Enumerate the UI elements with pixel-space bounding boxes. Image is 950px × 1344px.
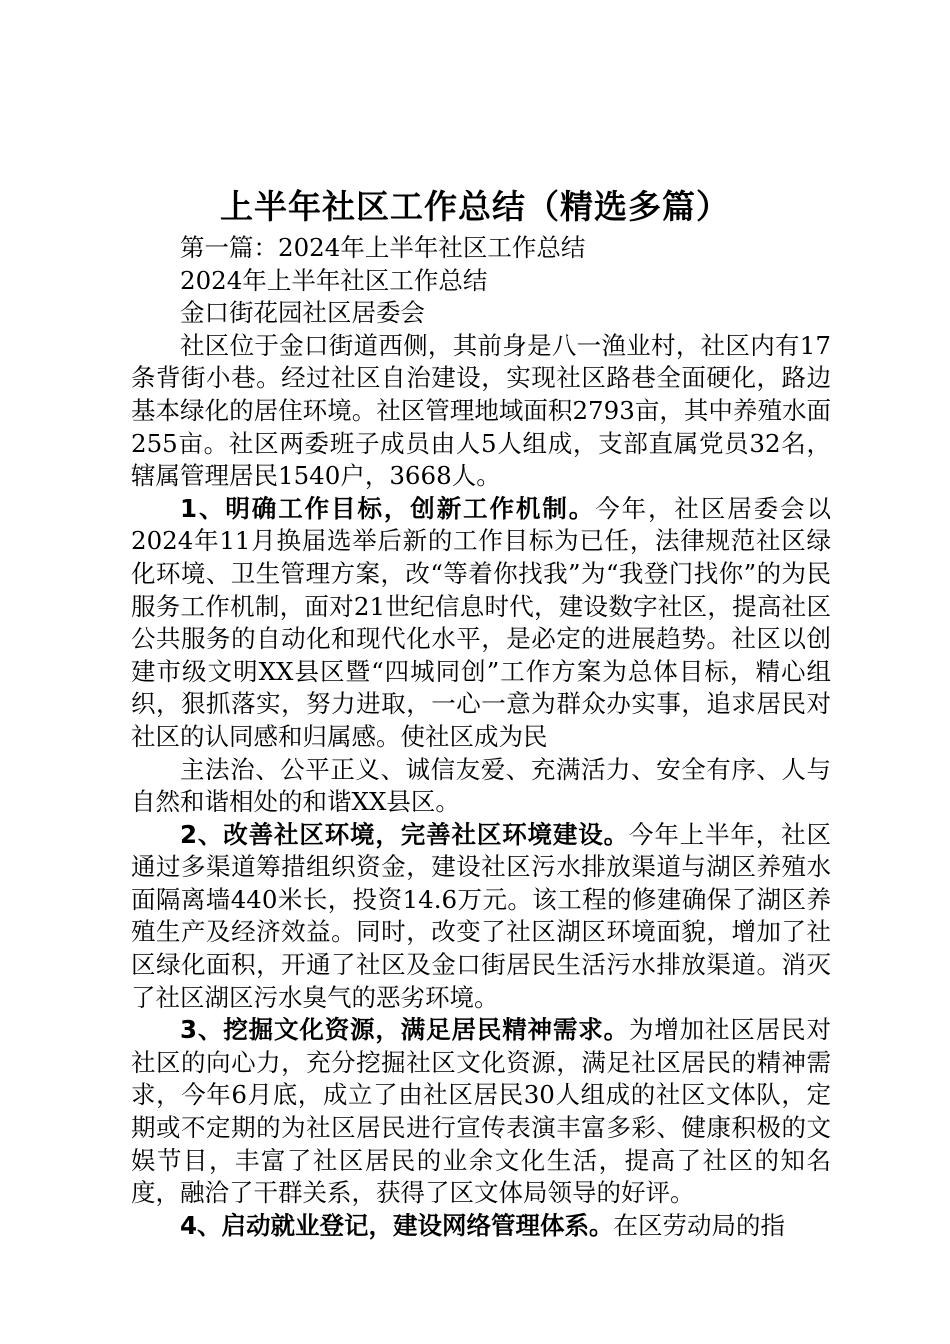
paragraph-text: 在区劳动局的指 (613, 1210, 786, 1240)
paragraph-lead: 3、挖掘文化资源，满足居民精神需求。 (180, 1015, 629, 1045)
paragraph-text: 第一篇：2024年上半年社区工作总结 (180, 233, 586, 262)
paragraph (131, 819, 831, 1015)
paragraph (131, 493, 831, 754)
paragraph (131, 754, 831, 819)
paragraph (131, 232, 831, 265)
paragraph-text: 今年上半年，社区通过多渠道筹措组织资金，建设社区污水排放渠道与湖区养殖水面隔离墙440米长，投资14.6万元。该工程的修建确保了湖区养殖生产及经济效益。同时，改变了社区湖区环境面貌，增加了社区绿化面积，开通了社区及金口街居民生活污水排放渠道。消灭了社区湖区污水臭气的恶劣环境。 (131, 819, 832, 1012)
paragraph-text: 社区位于金口街道西侧，其前身是八一渔业村，社区内有17条背街小巷。经过社区自治建设，实现社区路巷全面硬化，路边基本绿化的居住环境。社区管理地域面积2793亩，其中养殖水面255亩。社区两委班子成员由人5人组成，支部直属党员32名，辖属管理居民1540户，3668人。 (131, 330, 831, 491)
paragraph-text: 2024年上半年社区工作总结 (180, 265, 488, 295)
paragraph-text: 金口街花园社区居委会 (180, 298, 425, 328)
document-body (131, 232, 831, 1242)
document-title: 上半年社区工作总结（精选多篇） (220, 187, 730, 226)
paragraph (131, 265, 831, 298)
paragraph (131, 1014, 831, 1210)
paragraph (131, 297, 831, 330)
paragraph (131, 1210, 831, 1243)
paragraph-lead: 2、改善社区环境，完善社区环境建设。 (180, 819, 629, 849)
paragraph-text: 今年，社区居委会以2024年11月换届选举后新的工作目标为已任，法律规范社区绿化环境、卫生管理方案，改“等着你找我”为“我登门找你”的为民服务工作机制，面对21世纪信息时代，建设数字社区，提高社区公共服务的自动化和现代化水平，是必定的进展趋势。社区以创建市级文明XX县区暨“四城同创”工作方案为总体目标，精心组织，狠抓落实，努力进取，一心一意为群众办实事，追求居民对社区的认同感和归属感。使社区成为民 (131, 493, 832, 751)
paragraph-text: 主法治、公平正义、诚信友爱、充满活力、安全有序、人与自然和谐相处的和谐XX县区。 (131, 754, 831, 817)
paragraph (131, 330, 831, 493)
paragraph-lead: 4、启动就业登记，建设网络管理体系。 (180, 1210, 614, 1240)
paragraph-lead: 1、明确工作目标，创新工作机制。 (180, 493, 596, 523)
paragraph-text: 为增加社区居民对社区的向心力，充分挖掘社区文化资源，满足社区居民的精神需求，今年6月底，成立了由社区居民30人组成的社区文体队，定期或不定期的为社区居民进行宣传表演丰富多彩、健康积极的文娱节目，丰富了社区居民的业余文化生活，提高了社区的知名度，融洽了干群关系，获得了区文体局领导的好评。 (131, 1015, 832, 1208)
